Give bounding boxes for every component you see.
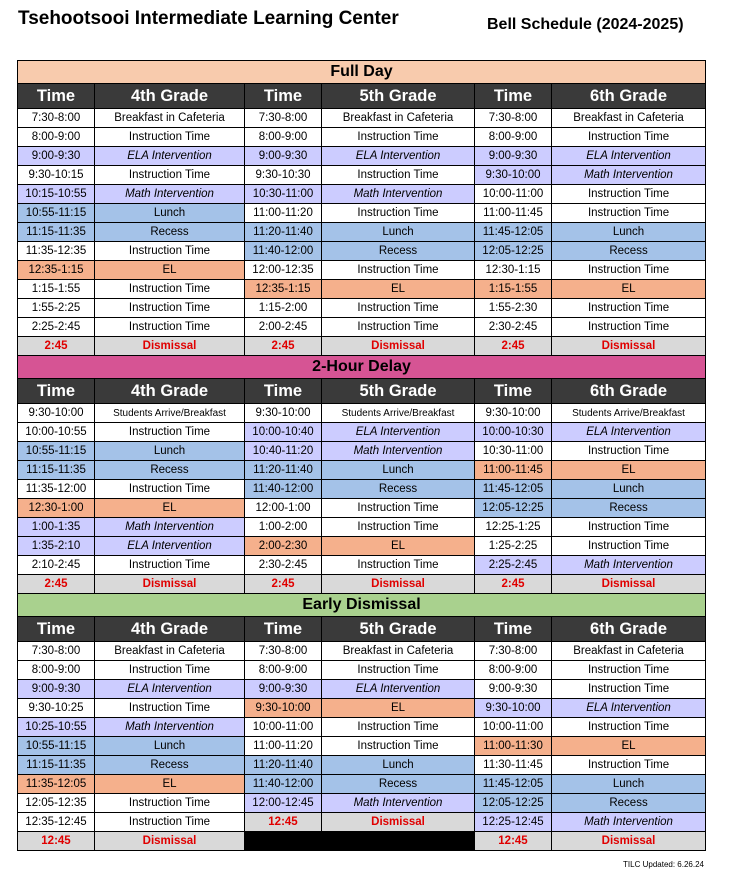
activity-cell: ELA Intervention [95,147,245,166]
activity-cell: Lunch [95,442,245,461]
blank-cell [245,832,322,851]
time-cell: 12:35-12:45 [18,813,95,832]
dismissal-label: Dismissal [95,832,245,851]
time-cell: 12:05-12:25 [475,242,552,261]
activity-cell: Instruction Time [95,280,245,299]
time-cell: 1:25-2:25 [475,537,552,556]
schedule-row [18,223,706,242]
time-cell: 2:30-2:45 [245,556,322,575]
time-column-header: Time [245,379,322,404]
dismissal-time: 2:45 [475,575,552,594]
grade-column-header: 5th Grade [322,379,475,404]
time-cell: 11:45-12:05 [475,223,552,242]
grade-column-header: 4th Grade [95,617,245,642]
time-cell: 11:45-12:05 [475,775,552,794]
activity-cell: Instruction Time [552,185,706,204]
time-cell: 2:25-2:45 [18,318,95,337]
activity-cell: EL [322,280,475,299]
activity-cell: Lunch [95,737,245,756]
time-column-header: Time [475,617,552,642]
activity-cell: Instruction Time [95,242,245,261]
activity-cell: Instruction Time [322,556,475,575]
time-cell: 9:30-10:00 [18,404,95,423]
schedule-row [18,423,706,442]
activity-cell: Breakfast in Cafeteria [322,642,475,661]
time-cell: 10:55-11:15 [18,737,95,756]
activity-cell: Instruction Time [95,813,245,832]
schedule-row [18,318,706,337]
activity-cell: Instruction Time [95,699,245,718]
activity-cell: Lunch [552,775,706,794]
activity-cell: Instruction Time [95,661,245,680]
time-cell: 8:00-9:00 [475,128,552,147]
activity-cell: Recess [552,794,706,813]
schedule-row [18,204,706,223]
time-cell: 8:00-9:00 [475,661,552,680]
activity-cell: Math Intervention [95,518,245,537]
time-column-header: Time [18,379,95,404]
time-column-header: Time [475,84,552,109]
updated-note: TILC Updated: 6.26.24 [623,860,704,869]
activity-cell: Instruction Time [322,661,475,680]
grade-column-header: 4th Grade [95,84,245,109]
time-cell: 10:00-11:00 [475,718,552,737]
activity-cell: Lunch [322,223,475,242]
activity-cell: ELA Intervention [95,680,245,699]
schedule-row [18,518,706,537]
time-cell: 10:00-11:00 [475,185,552,204]
grade-column-header: 4th Grade [95,379,245,404]
time-column-header: Time [245,617,322,642]
activity-cell: Instruction Time [95,166,245,185]
time-cell: 9:00-9:30 [475,680,552,699]
dismissal-label: Dismissal [95,575,245,594]
activity-cell: EL [552,737,706,756]
activity-cell: ELA Intervention [322,680,475,699]
time-cell: 11:15-11:35 [18,756,95,775]
time-cell: 12:30-1:00 [18,499,95,518]
schedule-grid [17,60,706,851]
activity-cell: Instruction Time [95,794,245,813]
time-cell: 10:30-11:00 [245,185,322,204]
time-cell: 10:00-10:40 [245,423,322,442]
time-cell: 7:30-8:00 [475,642,552,661]
activity-cell: ELA Intervention [322,423,475,442]
schedule-row [18,756,706,775]
time-cell: 7:30-8:00 [475,109,552,128]
activity-cell: Instruction Time [95,556,245,575]
column-header-row [18,84,706,109]
time-cell: 9:30-10:00 [475,404,552,423]
time-cell: 7:30-8:00 [245,109,322,128]
time-cell: 7:30-8:00 [18,109,95,128]
time-cell: 9:00-9:30 [18,680,95,699]
activity-cell: Breakfast in Cafeteria [95,642,245,661]
activity-cell: Instruction Time [322,737,475,756]
time-cell: 12:25-12:45 [475,813,552,832]
activity-cell: Instruction Time [552,261,706,280]
dismissal-time: 2:45 [18,575,95,594]
activity-cell: Instruction Time [552,442,706,461]
time-cell: 8:00-9:00 [18,128,95,147]
activity-cell: Math Intervention [95,718,245,737]
dismissal-label: Dismissal [95,337,245,356]
time-column-header: Time [475,379,552,404]
schedule-row [18,642,706,661]
section-band-early-dismissal [18,594,706,617]
schedule-row [18,680,706,699]
time-cell: 9:30-10:15 [18,166,95,185]
time-cell: 11:35-12:35 [18,242,95,261]
time-cell: 12:35-1:15 [18,261,95,280]
activity-cell: ELA Intervention [322,147,475,166]
activity-cell: Recess [322,242,475,261]
time-cell: 12:25-1:25 [475,518,552,537]
time-cell: 11:45-12:05 [475,480,552,499]
activity-cell: ELA Intervention [95,537,245,556]
time-cell: 11:00-11:30 [475,737,552,756]
activity-cell: Lunch [322,461,475,480]
column-header-row [18,379,706,404]
activity-cell: Instruction Time [552,718,706,737]
time-cell: 11:40-12:00 [245,480,322,499]
schedule-row [18,661,706,680]
activity-cell: Instruction Time [95,423,245,442]
time-cell: 9:30-10:00 [475,699,552,718]
grade-column-header: 5th Grade [322,84,475,109]
activity-cell: Instruction Time [322,299,475,318]
time-cell: 1:15-2:00 [245,299,322,318]
activity-cell: Instruction Time [95,128,245,147]
schedule-row [18,775,706,794]
activity-cell: Instruction Time [322,499,475,518]
time-cell: 10:55-11:15 [18,442,95,461]
dismissal-time: 2:45 [18,337,95,356]
time-cell: 11:00-11:45 [475,204,552,223]
activity-cell: Recess [95,461,245,480]
activity-cell: Instruction Time [322,261,475,280]
activity-cell: Math Intervention [552,813,706,832]
section-band-2-hour-delay [18,356,706,379]
activity-cell: EL [95,499,245,518]
activity-cell: Students Arrive/Breakfast [322,404,475,423]
activity-cell: Recess [95,756,245,775]
schedule-row [18,166,706,185]
schedule-row [18,813,706,832]
dismissal-label: Dismissal [322,575,475,594]
activity-cell: Instruction Time [322,718,475,737]
schedule-row [18,299,706,318]
section-band-full-day [18,61,706,84]
dismissal-time: 2:45 [245,337,322,356]
blank-cell [322,832,475,851]
time-cell: 2:25-2:45 [475,556,552,575]
grade-column-header: 6th Grade [552,617,706,642]
time-cell: 10:40-11:20 [245,442,322,461]
activity-cell: Instruction Time [552,756,706,775]
time-cell: 9:30-10:00 [245,404,322,423]
activity-cell: Recess [95,223,245,242]
schedule-row [18,499,706,518]
activity-cell: Recess [322,775,475,794]
activity-cell: Breakfast in Cafeteria [322,109,475,128]
activity-cell: Math Intervention [322,794,475,813]
time-cell: 12:00-12:35 [245,261,322,280]
activity-cell: Instruction Time [552,537,706,556]
time-cell: 7:30-8:00 [18,642,95,661]
time-cell: 12:35-1:15 [245,280,322,299]
time-cell: 11:20-11:40 [245,756,322,775]
schedule-row [18,337,706,356]
time-cell: 9:00-9:30 [245,147,322,166]
schedule-row [18,128,706,147]
time-cell: 10:00-10:30 [475,423,552,442]
dismissal-time: 2:45 [475,337,552,356]
activity-cell: Instruction Time [552,680,706,699]
grade-column-header: 5th Grade [322,617,475,642]
activity-cell: Instruction Time [95,318,245,337]
time-column-header: Time [18,617,95,642]
schedule-row [18,832,706,851]
time-cell: 12:05-12:35 [18,794,95,813]
time-cell: 1:35-2:10 [18,537,95,556]
dismissal-label: Dismissal [552,337,706,356]
dismissal-time: 12:45 [18,832,95,851]
time-cell: 10:15-10:55 [18,185,95,204]
time-cell: 10:00-11:00 [245,718,322,737]
activity-cell: Students Arrive/Breakfast [95,404,245,423]
time-column-header: Time [245,84,322,109]
time-cell: 10:55-11:15 [18,204,95,223]
time-cell: 11:15-11:35 [18,223,95,242]
time-cell: 11:20-11:40 [245,461,322,480]
time-cell: 10:25-10:55 [18,718,95,737]
activity-cell: Recess [552,242,706,261]
activity-cell: EL [552,461,706,480]
time-cell: 12:30-1:15 [475,261,552,280]
time-cell: 10:30-11:00 [475,442,552,461]
activity-cell: Math Intervention [322,185,475,204]
schedule-row [18,794,706,813]
time-cell: 12:05-12:25 [475,794,552,813]
dismissal-label: Dismissal [322,813,475,832]
time-cell: 1:15-1:55 [475,280,552,299]
time-cell: 9:00-9:30 [18,147,95,166]
activity-cell: Instruction Time [552,318,706,337]
activity-cell: EL [552,280,706,299]
time-cell: 9:30-10:00 [245,699,322,718]
activity-cell: EL [95,775,245,794]
schedule-row [18,404,706,423]
time-cell: 11:35-12:05 [18,775,95,794]
grade-column-header: 6th Grade [552,84,706,109]
time-cell: 11:00-11:45 [475,461,552,480]
time-cell: 12:05-12:25 [475,499,552,518]
activity-cell: Lunch [95,204,245,223]
schedule-row [18,242,706,261]
time-cell: 1:00-1:35 [18,518,95,537]
activity-cell: Breakfast in Cafeteria [95,109,245,128]
activity-cell: ELA Intervention [552,699,706,718]
section-title: Early Dismissal [18,594,706,617]
dismissal-label: Dismissal [552,575,706,594]
activity-cell: Math Intervention [552,556,706,575]
activity-cell: Lunch [322,756,475,775]
time-cell: 1:15-1:55 [18,280,95,299]
time-cell: 2:00-2:45 [245,318,322,337]
activity-cell: Math Intervention [95,185,245,204]
activity-cell: Math Intervention [552,166,706,185]
time-cell: 11:35-12:00 [18,480,95,499]
time-cell: 2:30-2:45 [475,318,552,337]
activity-cell: Instruction Time [552,204,706,223]
dismissal-time: 12:45 [475,832,552,851]
time-cell: 10:00-10:55 [18,423,95,442]
time-cell: 11:15-11:35 [18,461,95,480]
dismissal-label: Dismissal [322,337,475,356]
time-cell: 7:30-8:00 [245,642,322,661]
schedule-row [18,699,706,718]
schedule-row [18,537,706,556]
time-cell: 12:00-1:00 [245,499,322,518]
schedule-row [18,461,706,480]
column-header-row [18,617,706,642]
activity-cell: EL [322,537,475,556]
activity-cell: Recess [322,480,475,499]
bell-schedule-table [17,60,705,851]
activity-cell: Instruction Time [322,204,475,223]
activity-cell: Instruction Time [95,480,245,499]
activity-cell: Lunch [552,223,706,242]
time-cell: 8:00-9:00 [245,661,322,680]
activity-cell: Instruction Time [552,518,706,537]
activity-cell: EL [322,699,475,718]
activity-cell: EL [95,261,245,280]
time-cell: 2:10-2:45 [18,556,95,575]
dismissal-label: Dismissal [552,832,706,851]
schedule-row [18,718,706,737]
time-cell: 8:00-9:00 [18,661,95,680]
activity-cell: Math Intervention [322,442,475,461]
schedule-row [18,575,706,594]
time-cell: 11:30-11:45 [475,756,552,775]
time-column-header: Time [18,84,95,109]
activity-cell: Instruction Time [552,299,706,318]
time-cell: 9:30-10:25 [18,699,95,718]
time-cell: 9:00-9:30 [245,680,322,699]
schedule-row [18,556,706,575]
activity-cell: Breakfast in Cafeteria [552,642,706,661]
activity-cell: Instruction Time [322,518,475,537]
time-cell: 11:40-12:00 [245,242,322,261]
activity-cell: Lunch [552,480,706,499]
dismissal-time: 2:45 [245,575,322,594]
schedule-row [18,737,706,756]
schedule-row [18,480,706,499]
schedule-row [18,185,706,204]
time-cell: 1:55-2:25 [18,299,95,318]
time-cell: 11:00-11:20 [245,737,322,756]
activity-cell: Instruction Time [322,318,475,337]
time-cell: 9:30-10:00 [475,166,552,185]
time-cell: 9:00-9:30 [475,147,552,166]
time-cell: 1:00-2:00 [245,518,322,537]
time-cell: 11:40-12:00 [245,775,322,794]
activity-cell: Instruction Time [552,661,706,680]
activity-cell: ELA Intervention [552,147,706,166]
time-cell: 12:00-12:45 [245,794,322,813]
activity-cell: ELA Intervention [552,423,706,442]
schedule-row [18,261,706,280]
activity-cell: Instruction Time [322,128,475,147]
activity-cell: Instruction Time [95,299,245,318]
time-cell: 11:20-11:40 [245,223,322,242]
schedule-title: Bell Schedule (2024-2025) [487,16,684,33]
grade-column-header: 6th Grade [552,379,706,404]
schedule-row [18,442,706,461]
section-title: Full Day [18,61,706,84]
time-cell: 11:00-11:20 [245,204,322,223]
time-cell: 1:55-2:30 [475,299,552,318]
time-cell: 2:00-2:30 [245,537,322,556]
schedule-row [18,280,706,299]
time-cell: 8:00-9:00 [245,128,322,147]
schedule-row [18,147,706,166]
activity-cell: Breakfast in Cafeteria [552,109,706,128]
section-title: 2-Hour Delay [18,356,706,379]
time-cell: 9:30-10:30 [245,166,322,185]
activity-cell: Instruction Time [552,128,706,147]
activity-cell: Students Arrive/Breakfast [552,404,706,423]
dismissal-time: 12:45 [245,813,322,832]
school-title: Tsehootsooi Intermediate Learning Center [18,8,399,29]
activity-cell: Instruction Time [322,166,475,185]
schedule-row [18,109,706,128]
activity-cell: Recess [552,499,706,518]
